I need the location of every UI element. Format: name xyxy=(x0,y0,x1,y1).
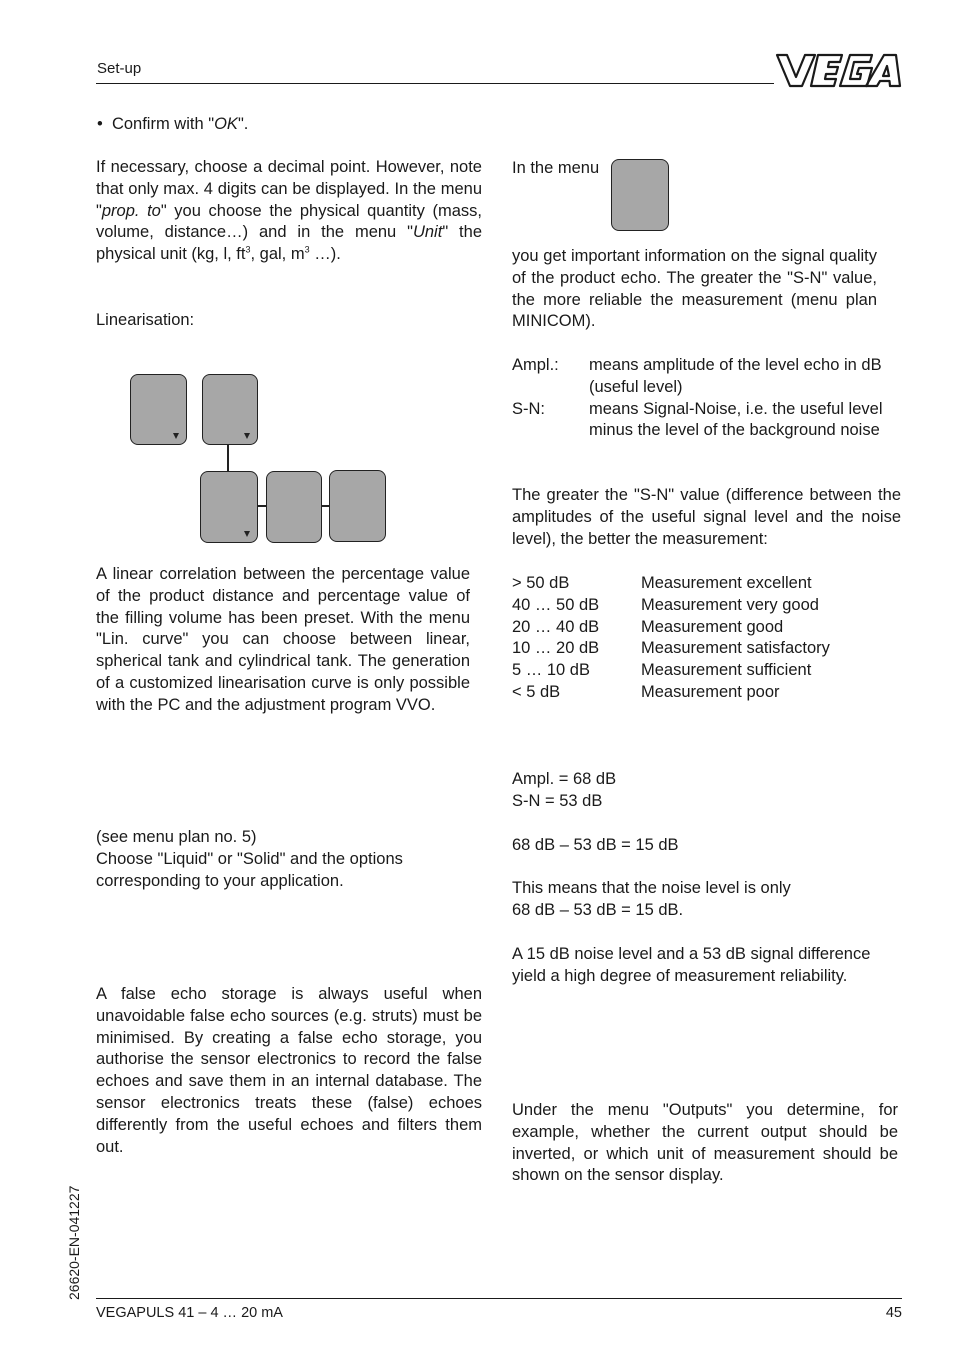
example-conclusion: A 15 dB noise level and a 53 dB signal difference yield a high degree of measurement reliability. xyxy=(512,945,871,985)
menu-key xyxy=(266,471,322,543)
definition-sn: S-N: means Signal-Noise, i.e. the useful level minus the level of the background noise xyxy=(512,399,883,440)
connector-line xyxy=(322,505,329,507)
table-row: > 50 dB Measurement excellent xyxy=(512,574,812,592)
menu-key xyxy=(200,471,258,543)
signal-quality-paragraph: you get important information on the signal quality of the product echo. The greater the "S-N" value, the more reliable the measurement (menu plan MINICOM). xyxy=(512,247,877,331)
footer-product: VEGAPULS 41 – 4 … 20 mA xyxy=(96,1305,283,1321)
section-title: Set-up xyxy=(97,60,142,77)
linear-correlation-paragraph: A linear correlation between the percentage value of the product distance and percentage value of the filling volume has been preset. With the menu "Lin. curve" you can choose between linear, spherical tank and cylindrical tank. The generation of a customized linearisation curve is only possible with the PC and the adjustment program VVO. xyxy=(96,565,470,714)
quality-table xyxy=(512,573,902,704)
example-calculation: 68 dB – 53 dB = 15 dB xyxy=(512,836,679,854)
connector-line xyxy=(227,445,229,471)
table-row: 40 … 50 dB Measurement very good xyxy=(512,595,819,614)
bullet: • xyxy=(97,115,103,133)
header-rule xyxy=(96,83,774,84)
outputs-paragraph: Under the menu "Outputs" you determine, for example, whether the current output should be inverted, or which unit of measurement should be shown on the sensor display. xyxy=(512,1101,898,1185)
menu-key xyxy=(329,470,386,542)
in-the-menu-label: In the menu xyxy=(512,159,600,177)
example-meaning: This means that the noise level is only 68 dB – 53 dB = 15 dB. xyxy=(512,879,791,919)
connector-line xyxy=(258,505,266,507)
page-number: 45 xyxy=(885,1305,902,1321)
footer-rule xyxy=(96,1298,902,1299)
vega-logo xyxy=(774,50,902,90)
definition-ampl: Ampl.: means amplitude of the level echo in dB (useful level) xyxy=(512,356,882,396)
linearisation-label: Linearisation: xyxy=(96,311,195,329)
decimal-point-paragraph: If necessary, choose a decimal point. However, note that only max. 4 digits can be displayed. In the menu "prop. to" you choose the physical quantity (mass, volume, distance…) and in the menu "Unit" the physical unit (kg, l, $ft^3$, gal, $m^3$ …). xyxy=(96,158,482,264)
menu-key xyxy=(130,374,187,445)
arrow-down-icon xyxy=(244,433,250,439)
table-row: 5 … 10 dB Measurement sufficient xyxy=(512,661,812,680)
arrow-down-icon xyxy=(244,531,250,537)
menu-key xyxy=(611,159,669,231)
confirm-ok-line: • Confirm with "OK". xyxy=(97,115,249,133)
menu-key xyxy=(202,374,258,445)
definitions-list xyxy=(512,355,902,442)
table-row: 10 … 20 dB Measurement satisfactory xyxy=(512,639,830,658)
table-row: 20 … 40 dB Measurement good xyxy=(512,617,784,636)
arrow-down-icon xyxy=(173,433,179,439)
example-values: Ampl. = 68 dB S-N = 53 dB xyxy=(512,770,617,810)
menu-plan-paragraph: (see menu plan no. 5) Choose "Liquid" or "Solid" and the options corresponding to your application. xyxy=(96,828,403,890)
sn-value-paragraph: The greater the "S-N" value (difference between the amplitudes of the useful signal level and the noise level), the better the measurement: xyxy=(512,486,901,548)
table-row: < 5 dB Measurement poor xyxy=(512,682,780,701)
document-id: 26620-EN-041227 xyxy=(66,1185,82,1300)
false-echo-paragraph: A false echo storage is always useful when unavoidable false echo sources (e.g. struts) must be minimised. By creating a false echo storage, you authorise the sensor electronics to record the false echoes and save them in an internal database. The sensor electronics treats these (false) echoes differently from the useful echoes and filters them out. xyxy=(96,985,482,1156)
